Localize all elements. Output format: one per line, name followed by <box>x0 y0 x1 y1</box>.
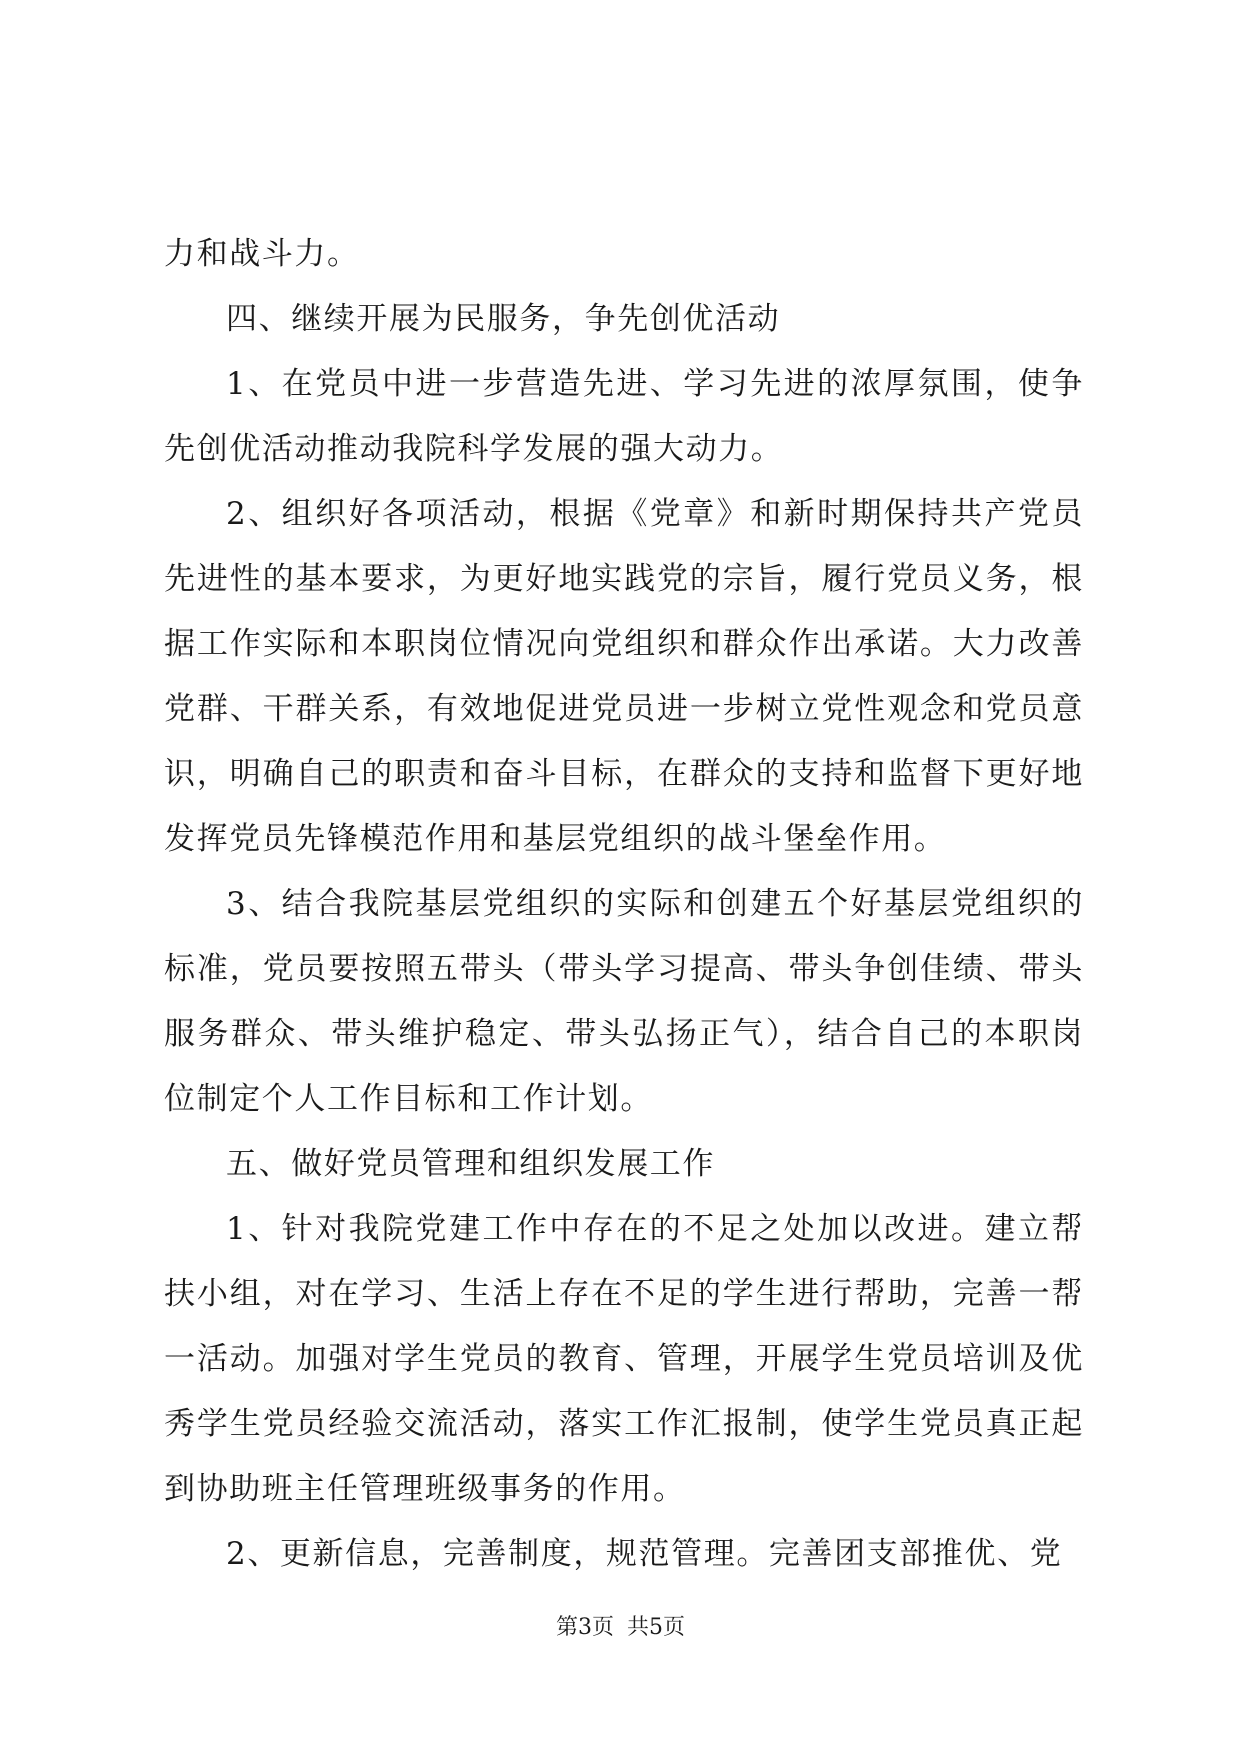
paragraph-4-3: 3、结合我院基层党组织的实际和创建五个好基层党组织的标准，党员要按照五带头（带头学习提高、带头争创佳绩、带头服务群众、带头维护稳定、带头弘扬正气），结合自己的本职岗位制定个人工作目标和工作计划。 <box>164 886 1084 1117</box>
paragraph-5-1: 1、针对我院党建工作中存在的不足之处加以改进。建立帮扶小组，对在学习、生活上存在不足的学生进行帮助，完善一帮一活动。加强对学生党员的教育、管理，开展学生党员培训及优秀学生党员经验交流活动，落实工作汇报制，使学生党员真正起到协助班主任管理班级事务的作用。 <box>164 1211 1084 1507</box>
paragraph-5-2: 2、更新信息，完善制度，规范管理。完善团支部推优、党 <box>226 1536 1063 1572</box>
section-heading-4: 四、继续开展为民服务，争先创优活动 <box>226 301 781 337</box>
page-total: 共5页 <box>627 1615 685 1640</box>
paragraph-4-2: 2、组织好各项活动，根据《党章》和新时期保持共产党员先进性的基本要求，为更好地实践党的宗旨，履行党员义务，根据工作实际和本职岗位情况向党组织和群众作出承诺。大力改善党群、干群关系，有效地促进党员进一步树立党性观念和党员意识，明确自己的职责和奋斗目标，在群众的支持和监督下更好地发挥党员先锋模范作用和基层党组织的战斗堡垒作用。 <box>164 496 1084 857</box>
paragraph-continuation: 力和战斗力。 <box>164 236 360 272</box>
document-body <box>164 222 1084 1587</box>
paragraph-4-1: 1、在党员中进一步营造先进、学习先进的浓厚氛围，使争先创优活动推动我院科学发展的强大动力。 <box>164 366 1084 467</box>
page-number: 第3页 <box>556 1615 614 1640</box>
page-footer <box>0 1614 1241 1642</box>
section-heading-5: 五、做好党员管理和组织发展工作 <box>226 1146 715 1182</box>
